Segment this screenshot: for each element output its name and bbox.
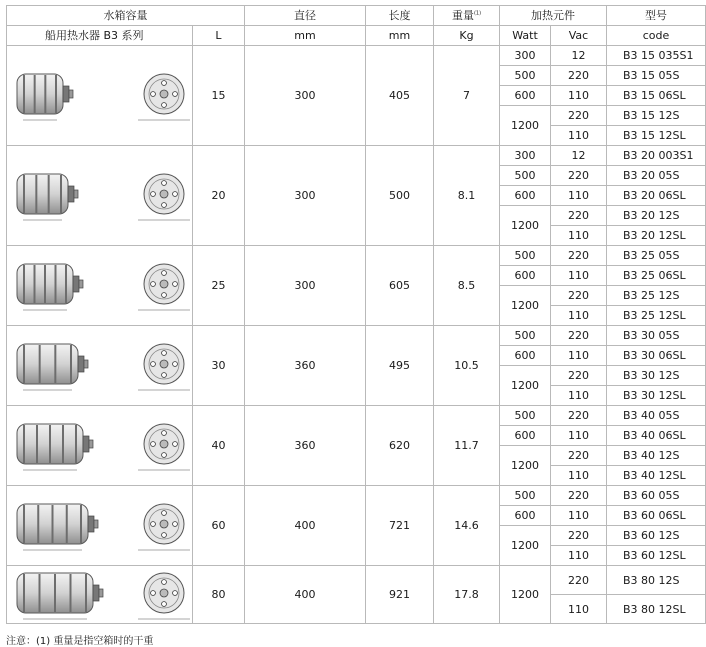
watt-cell: 500	[500, 166, 551, 186]
bolt-icon	[162, 511, 167, 516]
fitting-icon	[69, 90, 73, 98]
heater-illustration	[7, 246, 193, 326]
bolt-icon	[151, 591, 156, 596]
weight-header-label: 重量	[451, 9, 474, 22]
heating-header: 加热元件	[500, 6, 607, 26]
watt-cell: 1200	[500, 446, 551, 486]
watt-cell: 600	[500, 86, 551, 106]
vac-cell: 110	[551, 546, 607, 566]
code-cell: B3 60 06SL	[607, 506, 706, 526]
product-image	[7, 406, 193, 486]
bolt-icon	[151, 362, 156, 367]
diameter-cell: 400	[245, 566, 366, 624]
bolt-icon	[162, 453, 167, 458]
series-label: 船用热水器 B3 系列	[7, 26, 193, 46]
bolt-icon	[173, 282, 178, 287]
footnote: 注意：(1) 重量是指空箱时的干重	[6, 636, 154, 647]
bolt-icon	[173, 92, 178, 97]
fitting-icon	[83, 436, 89, 452]
watt-cell: 600	[500, 186, 551, 206]
vac-cell: 220	[551, 446, 607, 466]
vac-cell: 12	[551, 146, 607, 166]
vac-cell: 110	[551, 126, 607, 146]
watt-cell: 600	[500, 346, 551, 366]
bolt-icon	[151, 522, 156, 527]
fitting-icon	[88, 516, 94, 532]
code-cell: B3 15 12S	[607, 106, 706, 126]
header-row	[7, 6, 706, 26]
vac-cell: 220	[551, 566, 607, 595]
bolt-icon	[173, 362, 178, 367]
watt-cell: 300	[500, 46, 551, 66]
bolt-icon	[151, 442, 156, 447]
code-unit: code	[607, 26, 706, 46]
code-cell: B3 20 12SL	[607, 226, 706, 246]
spec-body	[7, 46, 706, 624]
bolt-icon	[162, 351, 167, 356]
vac-cell: 110	[551, 466, 607, 486]
product-image	[7, 146, 193, 246]
watt-cell: 1200	[500, 106, 551, 146]
code-cell: B3 40 12S	[607, 446, 706, 466]
diameter-cell: 360	[245, 326, 366, 406]
heater-illustration	[7, 486, 193, 566]
weight-cell: 17.8	[434, 566, 500, 624]
code-cell: B3 60 12SL	[607, 546, 706, 566]
capacity-header: 水箱容量	[7, 6, 245, 26]
diameter-cell: 360	[245, 406, 366, 486]
vac-unit: Vac	[551, 26, 607, 46]
table-row	[7, 326, 706, 346]
weight-cell: 14.6	[434, 486, 500, 566]
product-image	[7, 46, 193, 146]
end-view-hub	[160, 90, 168, 98]
table-row	[7, 486, 706, 506]
vac-cell: 220	[551, 166, 607, 186]
end-view-hub	[160, 360, 168, 368]
table-row	[7, 146, 706, 166]
model-header: 型号	[607, 6, 706, 26]
fitting-icon	[79, 280, 83, 288]
watt-cell: 1200	[500, 206, 551, 246]
code-cell: B3 25 12SL	[607, 306, 706, 326]
weight-cell: 11.7	[434, 406, 500, 486]
heater-illustration	[7, 326, 193, 406]
fitting-icon	[89, 440, 93, 448]
table-row	[7, 46, 706, 66]
end-view-hub	[160, 440, 168, 448]
bolt-icon	[162, 293, 167, 298]
fitting-icon	[74, 190, 78, 198]
bolt-icon	[162, 103, 167, 108]
code-cell: B3 30 05S	[607, 326, 706, 346]
product-image	[7, 486, 193, 566]
bolt-icon	[151, 192, 156, 197]
vac-cell: 220	[551, 406, 607, 426]
fitting-icon	[73, 276, 79, 292]
length-cell: 405	[366, 46, 434, 146]
code-cell: B3 25 06SL	[607, 266, 706, 286]
bolt-icon	[173, 192, 178, 197]
code-cell: B3 25 12S	[607, 286, 706, 306]
capacity-cell: 30	[193, 326, 245, 406]
watt-cell: 600	[500, 426, 551, 446]
heater-illustration	[7, 566, 193, 624]
units-row	[7, 26, 706, 46]
diameter-unit: mm	[245, 26, 366, 46]
watt-cell: 500	[500, 246, 551, 266]
vac-cell: 110	[551, 86, 607, 106]
bolt-icon	[173, 522, 178, 527]
bolt-icon	[173, 442, 178, 447]
watt-cell: 300	[500, 146, 551, 166]
vac-cell: 110	[551, 226, 607, 246]
watt-cell: 500	[500, 326, 551, 346]
vac-cell: 110	[551, 386, 607, 406]
weight-cell: 8.5	[434, 246, 500, 326]
code-cell: B3 15 05S	[607, 66, 706, 86]
capacity-cell: 15	[193, 46, 245, 146]
vac-cell: 110	[551, 346, 607, 366]
code-cell: B3 40 05S	[607, 406, 706, 426]
bolt-icon	[162, 602, 167, 607]
watt-cell: 1200	[500, 366, 551, 406]
code-cell: B3 80 12SL	[607, 595, 706, 624]
heater-illustration	[7, 146, 193, 246]
code-cell: B3 40 06SL	[607, 426, 706, 446]
fitting-icon	[84, 360, 88, 368]
weight-cell: 7	[434, 46, 500, 146]
watt-cell: 500	[500, 406, 551, 426]
bolt-icon	[162, 431, 167, 436]
diameter-cell: 300	[245, 46, 366, 146]
weight-cell: 8.1	[434, 146, 500, 246]
code-cell: B3 15 12SL	[607, 126, 706, 146]
diameter-cell: 300	[245, 246, 366, 326]
product-image	[7, 326, 193, 406]
length-cell: 721	[366, 486, 434, 566]
watt-cell: 1200	[500, 526, 551, 566]
vac-cell: 220	[551, 286, 607, 306]
weight-unit: Kg	[434, 26, 500, 46]
capacity-cell: 20	[193, 146, 245, 246]
length-header-label: 长度	[388, 9, 411, 22]
code-cell: B3 30 12SL	[607, 386, 706, 406]
end-view-hub	[160, 589, 168, 597]
code-cell: B3 30 12S	[607, 366, 706, 386]
length-cell: 605	[366, 246, 434, 326]
bolt-icon	[162, 373, 167, 378]
diameter-cell: 300	[245, 146, 366, 246]
vac-cell: 220	[551, 366, 607, 386]
heater-illustration	[7, 406, 193, 486]
vac-cell: 220	[551, 526, 607, 546]
code-cell: B3 40 12SL	[607, 466, 706, 486]
watt-unit: Watt	[500, 26, 551, 46]
vac-cell: 220	[551, 206, 607, 226]
fitting-icon	[94, 520, 98, 528]
watt-cell: 500	[500, 66, 551, 86]
length-cell: 921	[366, 566, 434, 624]
end-view-hub	[160, 190, 168, 198]
vac-cell: 220	[551, 486, 607, 506]
bolt-icon	[162, 533, 167, 538]
bolt-icon	[151, 282, 156, 287]
bolt-icon	[151, 92, 156, 97]
capacity-cell: 80	[193, 566, 245, 624]
vac-cell: 110	[551, 266, 607, 286]
table-row	[7, 566, 706, 595]
watt-cell: 1200	[500, 566, 551, 624]
vac-cell: 110	[551, 186, 607, 206]
code-cell: B3 20 12S	[607, 206, 706, 226]
product-image	[7, 246, 193, 326]
end-view-hub	[160, 520, 168, 528]
capacity-cell: 25	[193, 246, 245, 326]
code-cell: B3 20 06SL	[607, 186, 706, 206]
heater-illustration	[7, 46, 193, 146]
code-cell: B3 60 05S	[607, 486, 706, 506]
length-cell: 620	[366, 406, 434, 486]
length-unit: mm	[366, 26, 434, 46]
bolt-icon	[162, 271, 167, 276]
vac-cell: 110	[551, 595, 607, 624]
weight-header	[434, 6, 500, 26]
fitting-icon	[63, 86, 69, 102]
code-cell: B3 60 12S	[607, 526, 706, 546]
vac-cell: 220	[551, 246, 607, 266]
vac-cell: 12	[551, 46, 607, 66]
watt-cell: 500	[500, 486, 551, 506]
spec-table	[6, 5, 706, 624]
product-image	[7, 566, 193, 624]
fitting-icon	[99, 589, 103, 597]
bolt-icon	[173, 591, 178, 596]
length-cell: 500	[366, 146, 434, 246]
length-cell: 495	[366, 326, 434, 406]
bolt-icon	[162, 181, 167, 186]
watt-cell: 1200	[500, 286, 551, 326]
code-cell: B3 25 05S	[607, 246, 706, 266]
weight-cell: 10.5	[434, 326, 500, 406]
weight-footnote-mark: (1)	[473, 10, 482, 17]
fitting-icon	[78, 356, 84, 372]
capacity-cell: 60	[193, 486, 245, 566]
bolt-icon	[162, 81, 167, 86]
tank-body	[17, 344, 78, 384]
code-cell: B3 15 06SL	[607, 86, 706, 106]
table-row	[7, 406, 706, 426]
code-cell: B3 30 06SL	[607, 346, 706, 366]
capacity-cell: 40	[193, 406, 245, 486]
end-view-hub	[160, 280, 168, 288]
vac-cell: 110	[551, 306, 607, 326]
vac-cell: 220	[551, 106, 607, 126]
vac-cell: 220	[551, 326, 607, 346]
code-cell: B3 20 003S1	[607, 146, 706, 166]
fitting-icon	[93, 585, 99, 601]
vac-cell: 110	[551, 506, 607, 526]
bolt-icon	[162, 580, 167, 585]
fitting-icon	[68, 186, 74, 202]
diameter-cell: 400	[245, 486, 366, 566]
capacity-unit: L	[193, 26, 245, 46]
vac-cell: 220	[551, 66, 607, 86]
table-row	[7, 246, 706, 266]
bolt-icon	[162, 203, 167, 208]
watt-cell: 600	[500, 506, 551, 526]
code-cell: B3 80 12S	[607, 566, 706, 595]
code-cell: B3 20 05S	[607, 166, 706, 186]
code-cell: B3 15 035S1	[607, 46, 706, 66]
diameter-header: 直径	[245, 6, 366, 26]
length-header	[366, 6, 434, 26]
vac-cell: 110	[551, 426, 607, 446]
watt-cell: 600	[500, 266, 551, 286]
